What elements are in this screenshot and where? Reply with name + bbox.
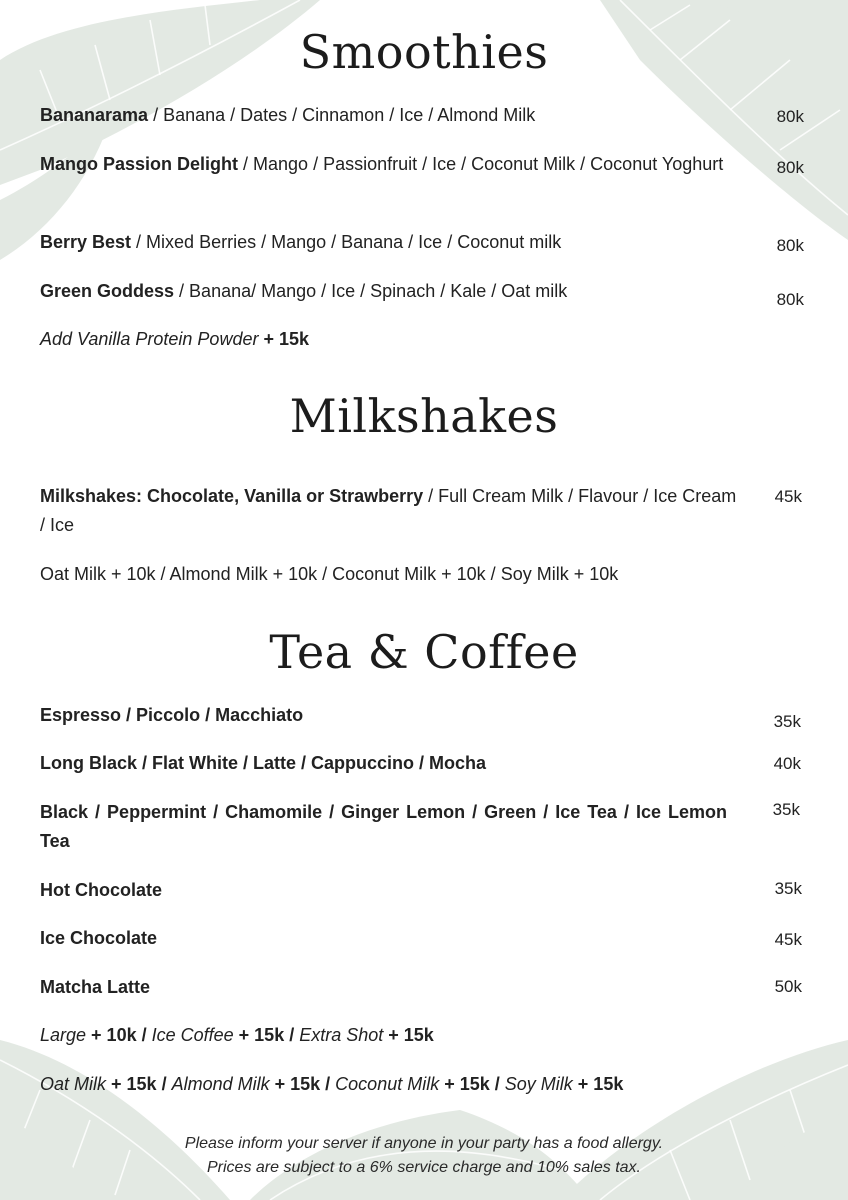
menu-item-milkshakes: [40, 482, 740, 540]
menu-item-bananarama: [40, 101, 740, 130]
addon-price: + 15k: [258, 329, 310, 349]
extra-price: + 15k /: [439, 1074, 505, 1094]
coffee-extras: [40, 1021, 740, 1050]
milkshakes-title: Milkshakes: [289, 389, 559, 443]
extra-label: Ice Coffee: [151, 1025, 234, 1045]
price-green-goddess: 80k: [776, 290, 804, 309]
allergy-notice: Please inform your server if anyone in your party has a food allergy.: [184, 1135, 664, 1152]
extra-label: Extra Shot: [299, 1025, 384, 1045]
milk-extras: [40, 1070, 740, 1099]
item-name: Berry Best: [40, 232, 132, 252]
milkshake-options: Oat Milk + 10k / Almond Milk + 10k / Coconut Milk + 10k / Soy Milk + 10k: [40, 564, 619, 584]
price-matcha-latte: 50k: [774, 977, 802, 996]
extra-price: + 15k: [383, 1025, 434, 1045]
menu-item-mango-passion: [40, 150, 740, 179]
menu-item-berry-best: [40, 228, 740, 257]
extra-label: Oat Milk: [40, 1074, 107, 1094]
item-desc: / Banana / Dates / Cinnamon / Ice / Almond Milk: [148, 105, 536, 125]
extra-price: + 15k: [572, 1074, 624, 1094]
item-desc: / Full Cream Milk / Flavour / Ice Cream / Ice: [40, 486, 737, 535]
menu-item-teas: Black / Peppermint / Chamomile / Ginger Lemon / Green / Ice Tea / Ice Lemon Tea: [40, 802, 727, 851]
tax-notice: Prices are subject to a 6% service charge and 10% sales tax.: [207, 1159, 641, 1176]
extra-price: + 15k /: [269, 1074, 336, 1094]
price-mango-passion: 80k: [776, 158, 804, 177]
extra-price: + 15k /: [233, 1025, 300, 1045]
extra-price: + 15k /: [106, 1074, 172, 1094]
extra-label: Large: [40, 1025, 87, 1045]
price-hot-chocolate: 35k: [774, 879, 802, 898]
price-long-black: 40k: [773, 754, 801, 773]
price-espresso: 35k: [773, 712, 801, 731]
item-name: Milkshakes: Chocolate, Vanilla or Strawberry: [40, 486, 424, 506]
price-berry-best: 80k: [776, 236, 804, 255]
extra-label: Almond Milk: [171, 1074, 270, 1094]
menu-item-hot-chocolate: Hot Chocolate: [40, 880, 163, 900]
item-desc: / Mixed Berries / Mango / Banana / Ice / Coconut milk: [131, 232, 562, 252]
menu-item-green-goddess: [40, 277, 740, 306]
price-teas: 35k: [772, 800, 800, 819]
extra-label: Coconut Milk: [335, 1074, 440, 1094]
addon-label: Add Vanilla Protein Powder: [40, 329, 259, 349]
extra-label: Soy Milk: [504, 1074, 573, 1094]
menu-item-long-black: Long Black / Flat White / Latte / Cappuccino / Mocha: [40, 753, 487, 773]
smoothie-addon: [40, 325, 740, 354]
tea-coffee-title: Tea & Coffee: [269, 625, 579, 679]
menu-item-matcha-latte: Matcha Latte: [40, 977, 151, 997]
item-name: Mango Passion Delight: [40, 154, 239, 174]
item-name: Green Goddess: [40, 281, 175, 301]
menu-item-espresso: Espresso / Piccolo / Macchiato: [40, 705, 304, 725]
menu-item-ice-chocolate: Ice Chocolate: [40, 928, 158, 948]
item-desc: / Banana/ Mango / Ice / Spinach / Kale / Oat milk: [174, 281, 568, 301]
smoothies-title: Smoothies: [299, 25, 549, 79]
extra-price: + 10k /: [86, 1025, 152, 1045]
item-desc: / Mango / Passionfruit / Ice / Coconut Milk / Coconut Yoghurt: [238, 154, 724, 174]
price-bananarama: 80k: [776, 107, 804, 126]
item-name: Bananarama: [40, 105, 149, 125]
price-ice-chocolate: 45k: [774, 930, 802, 949]
price-milkshakes: 45k: [774, 487, 802, 506]
